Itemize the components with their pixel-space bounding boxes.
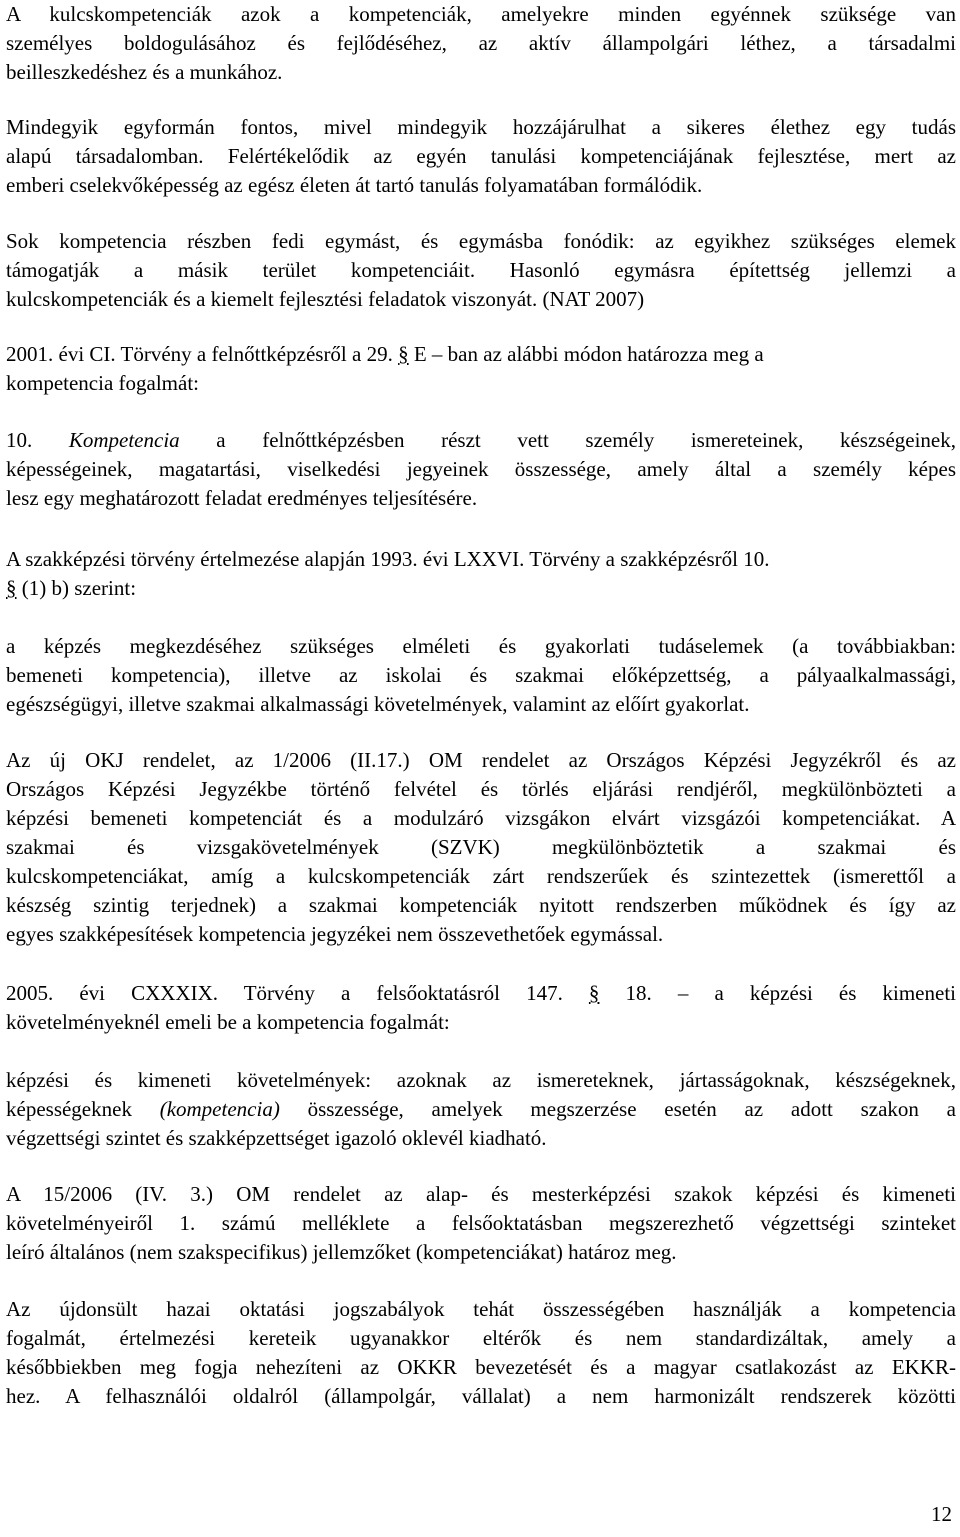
text-line: beilleszkedéshez és a munkához. <box>6 60 283 84</box>
text-line: Országos Képzési Jegyzékbe történő felvétel és törlés eljárási rendjéről, megkülönbözteti a <box>6 777 956 801</box>
text-run: 18. – a képzési és kimeneti <box>599 981 956 1005</box>
paragraph-key-competences <box>6 0 956 87</box>
text-line: a képzés megkezdéséhez szükséges elméleti és gyakorlati tudáselemek (a továbbiakban: <box>6 634 956 658</box>
text-line: bemeneti kompetencia), illetve az iskolai és szakmai előképzettség, a pályaalkalmassági, <box>6 663 956 687</box>
section-sign: § <box>6 576 17 600</box>
text-line: egyes szakképesítések kompetencia jegyzékei nem összevethetőek egymással. <box>6 922 664 946</box>
text-line: követelményeiről 1. számú melléklete a felsőoktatásban megszerezhető végzettségi szinteket <box>6 1211 956 1235</box>
term-competence: Kompetencia <box>68 428 180 452</box>
text-run: (1) b) szerint: <box>16 576 137 600</box>
text-run: a felnőttképzésben részt vett személy ismereteinek, készségeinek, <box>179 428 956 452</box>
text-line: kulcskompetenciák és a kiemelt fejlesztési feladatok viszonyát. (NAT 2007) <box>6 287 645 311</box>
text-line: hez. A felhasználói oldalról (állampolgár, vállalat) a nem harmonizált rendszerek közötti <box>6 1384 956 1408</box>
paragraph-output-requirements <box>6 1066 956 1153</box>
text-line: A kulcskompetenciák azok a kompetenciák, amelyekre minden egyénnek szüksége van <box>6 2 956 26</box>
text-line: készség szintig terjednek) a szakmai kompetenciák nyitott rendszerben működnek és így az <box>6 893 956 917</box>
text-line <box>6 979 956 1008</box>
section-sign: § <box>398 342 409 366</box>
paragraph-om-decree <box>6 1180 956 1267</box>
text-line: Sok kompetencia részben fedi egymást, és egymásba fonódik: az egyikhez szükséges elemek <box>6 229 956 253</box>
text-line: személyes boldogulásához és fejlődéséhez, az aktív állampolgári léthez, a társadalmi <box>6 31 956 55</box>
text-line: képzési bemeneti kompetenciát és a modulzáró vizsgákon elvárt vizsgázói kompetenciákat. A <box>6 806 956 830</box>
paragraph-competence-definition <box>6 426 956 513</box>
text-line: Az új OKJ rendelet, az 1/2006 (II.17.) OM rendelet az Országos Képzési Jegyzékről és az <box>6 748 956 772</box>
paragraph-okj-decree <box>6 746 956 949</box>
text-run: 10. <box>6 428 69 452</box>
text-line: egészségügyi, illetve szakmai alkalmassági követelmények, valamint az előírt gyakorlat. <box>6 692 750 716</box>
text-line: fogalmát, értelmezési kereteik ugyanakkor eltérők és nem standardizáltak, amely a <box>6 1326 956 1350</box>
text-line: szakmai és vizsgakövetelmények (SZVK) megkülönböztetik a szakmai és <box>6 835 956 859</box>
text-run: képességeknek <box>6 1097 160 1121</box>
text-line: emberi cselekvőképesség az egész életen át tartó tanulás folyamatában formálódik. <box>6 173 703 197</box>
text-line <box>6 426 956 455</box>
text-line: képzési és kimeneti követelmények: azoknak az ismereteknek, jártasságoknak, készségeknek, <box>6 1068 956 1092</box>
text-line: lesz egy meghatározott feladat eredményes teljesítésére. <box>6 486 478 510</box>
text-line <box>6 1095 956 1124</box>
text-line: támogatják a másik terület kompetenciáit. Hasonló egymásra építettség jellemzi a <box>6 258 956 282</box>
page-number: 12 <box>931 1502 952 1526</box>
paragraph-input-competence <box>6 632 956 719</box>
text-line: Az újdonsült hazai oktatási jogszabályok tehát összességében használják a kompetencia <box>6 1297 956 1321</box>
text-line: követelményeknél emeli be a kompetencia fogalmát: <box>6 1010 450 1034</box>
text-line <box>6 340 956 369</box>
text-run: E – ban az alábbi módon határozza meg a <box>408 342 764 366</box>
text-line: leíró általános (nem szakspecifikus) jellemzőket (kompetenciákat) határoz meg. <box>6 1240 677 1264</box>
document-page <box>6 0 956 1537</box>
text-line: A szakképzési törvény értelmezése alapján 1993. évi LXXVI. Törvény a szakképzésről 10. <box>6 547 770 571</box>
text-line: alapú társadalomban. Felértékelődik az egyén tanulási kompetenciájának fejlesztése, mert az <box>6 144 956 168</box>
paragraph-conclusion <box>6 1295 956 1411</box>
text-run: összessége, amelyek megszerzése esetén az adott szakon a <box>279 1097 956 1121</box>
paragraph-higher-education-law <box>6 979 956 1037</box>
text-line: kompetencia fogalmát: <box>6 371 200 395</box>
text-line: végzettségi szintet és szakképzettséget igazoló oklevél kiadható. <box>6 1126 547 1150</box>
paragraph-overlap <box>6 227 956 314</box>
paragraph-vocational-law <box>6 545 956 603</box>
term-competence: (kompetencia) <box>159 1097 280 1121</box>
section-sign: § <box>588 981 600 1005</box>
text-line: kulcskompetenciákat, amíg a kulcskompetenciák zárt rendszerűek és szintezettek (ismerettől a <box>6 864 956 888</box>
paragraph-adult-education-law <box>6 340 956 398</box>
text-line <box>6 574 956 603</box>
text-run: 2005. évi CXXXIX. Törvény a felsőoktatásról 147. <box>6 981 589 1005</box>
text-line: Mindegyik egyformán fontos, mivel mindegyik hozzájárulhat a sikeres élethez egy tudás <box>6 115 956 139</box>
paragraph-importance <box>6 113 956 200</box>
text-line: A 15/2006 (IV. 3.) OM rendelet az alap- és mesterképzési szakok képzési és kimeneti <box>6 1182 956 1206</box>
text-run: 2001. évi CI. Törvény a felnőttképzésről a 29. <box>6 342 399 366</box>
text-line: későbbiekben meg fogja nehezíteni az OKKR bevezetését és a magyar csatlakozást az EKKR- <box>6 1355 956 1379</box>
text-line: képességeinek, magatartási, viselkedési jegyeinek összessége, amely által a személy képes <box>6 457 956 481</box>
